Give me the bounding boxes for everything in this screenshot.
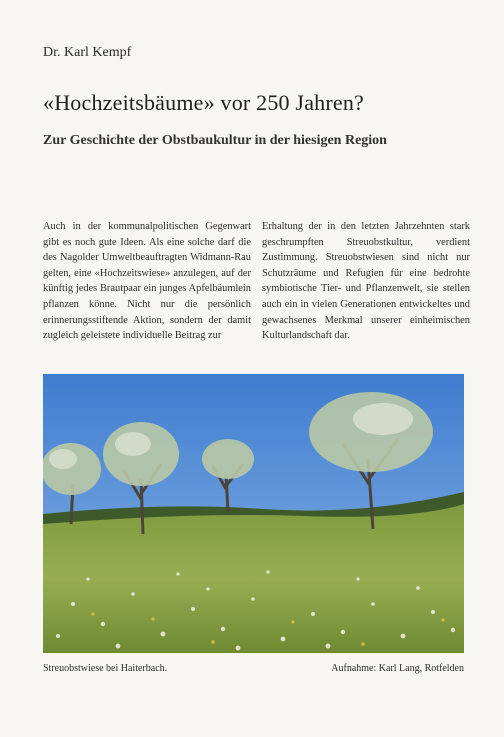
photo-credit: Aufnahme: Karl Lang, Rotfelden (331, 663, 464, 674)
orchard-meadow-photo (43, 374, 464, 653)
photo-caption: Streuobstwiese bei Haiterbach. (43, 663, 168, 674)
article-title: «Hochzeitsbäume» vor 250 Jahren? (43, 90, 365, 115)
body-column-left: Auch in der kommunalpolitischen Gegenwart gibt es noch gute Ideen. Als eine solche darf die des Nagolder Umweltbeauftragten Widmann-Rau gelten, eine «Hochzeitswiese» anzulegen, auf der künftig jedes Brautpaar ein junges Apfelbäumlein pflanzen könne. Nicht nur die persönlich erinnerungsstiftende Aktion, sondern der damit zugleich geleistete individuelle Beitrag zur (43, 221, 251, 342)
article-subtitle: Zur Geschichte der Obstbaukultur in der hiesigen Region (43, 133, 387, 148)
body-column-right: Erhaltung der in den letzten Jahrzehnten stark geschrumpften Streuobstkultur, verdient Zustimmung. Streuobstwiesen sind nicht nur Schutzräume und Refugien für eine bedrohte symbiotische Tier- und Pflanzenwelt, sie stellen auch ein in vielen Generationen entwickeltes und gewachsenes Merkmal unserer einheimischen Kulturlandschaft dar. (262, 221, 470, 342)
author-name: Dr. Karl Kempf (43, 45, 132, 60)
